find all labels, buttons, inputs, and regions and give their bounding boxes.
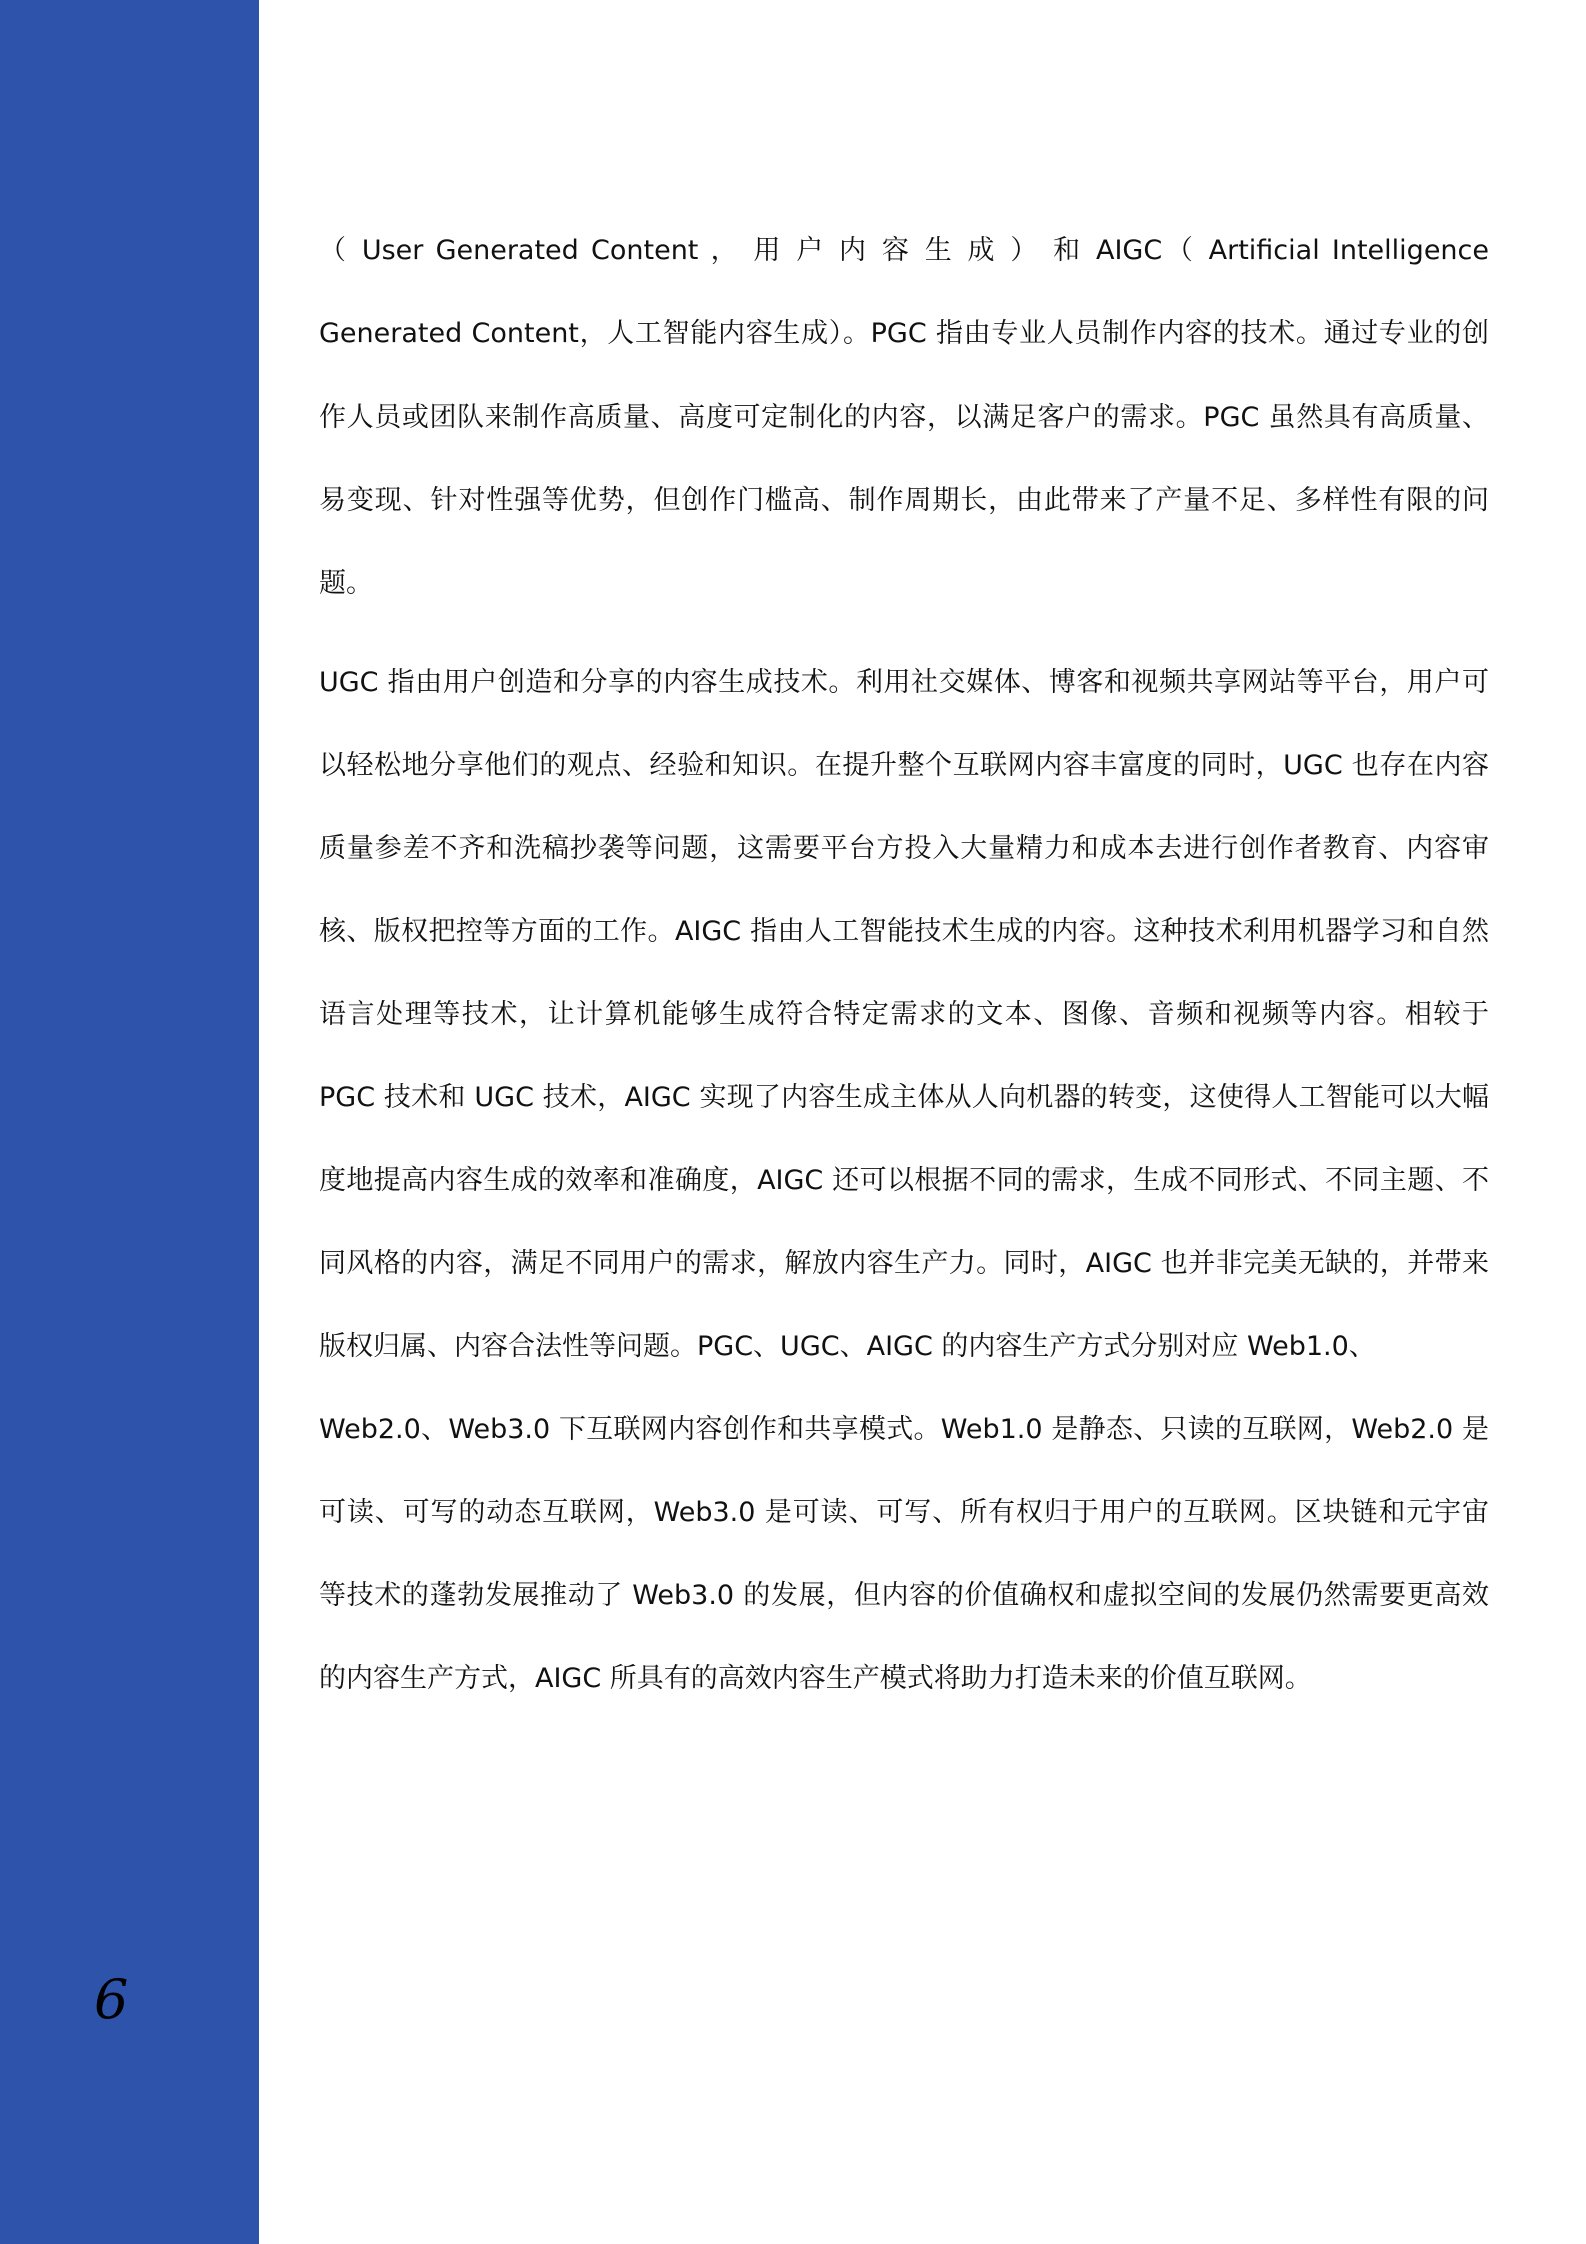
text-line: 核、版权把控等方面的工作。AIGC 指由人工智能技术生成的内容。这种技术利用机器学习和自然 xyxy=(319,916,1489,947)
text-line: 的内容生产方式，AIGC 所具有的高效内容生产模式将助力打造未来的价值互联网。 xyxy=(319,1663,1312,1694)
text-line: Generated Content，人工智能内容生成）。PGC 指由专业人员制作内容的技术。通过专业的创 xyxy=(319,318,1489,349)
text-line: PGC 技术和 UGC 技术，AIGC 实现了内容生成主体从人向机器的转变，这使得人工智能可以大幅 xyxy=(319,1082,1489,1113)
text-line: 可读、可写的动态互联网，Web3.0 是可读、可写、所有权归于用户的互联网。区块链和元宇宙 xyxy=(319,1497,1489,1528)
text-line: 以轻松地分享他们的观点、经验和知识。在提升整个互联网内容丰富度的同时，UGC 也存在内容 xyxy=(319,750,1489,781)
text-line: 同风格的内容，满足不同用户的需求，解放内容生产力。同时，AIGC 也并非完美无缺的，并带来 xyxy=(319,1248,1489,1279)
page-number: 6 xyxy=(94,1968,129,2031)
text-line: UGC 指由用户创造和分享的内容生成技术。利用社交媒体、博客和视频共享网站等平台，用户可 xyxy=(319,667,1489,698)
text-line: 题。 xyxy=(319,568,373,599)
text-line: 版权归属、内容合法性等问题。PGC、UGC、AIGC 的内容生产方式分别对应 Web1.0、 xyxy=(319,1331,1376,1362)
text-line: 度地提高内容生成的效率和准确度，AIGC 还可以根据不同的需求，生成不同形式、不同主题、不 xyxy=(319,1165,1489,1196)
text-line: 易变现、针对性强等优势，但创作门槛高、制作周期长，由此带来了产量不足、多样性有限的问 xyxy=(319,485,1489,516)
text-line: 等技术的蓬勃发展推动了 Web3.0 的发展，但内容的价值确权和虚拟空间的发展仍然需要更高效 xyxy=(319,1580,1489,1611)
text-line: Web2.0、Web3.0 下互联网内容创作和共享模式。Web1.0 是静态、只读的互联网，Web2.0 是 xyxy=(319,1414,1489,1445)
text-line: 质量参差不齐和洗稿抄袭等问题，这需要平台方投入大量精力和成本去进行创作者教育、内容审 xyxy=(319,833,1489,864)
text-line: （ User Generated Content ， 用 户 内 容 生 成 ） 和 AIGC（ Artificial Intelligence xyxy=(319,235,1489,266)
sidebar-band xyxy=(0,0,259,2244)
text-line: 作人员或团队来制作高质量、高度可定制化的内容，以满足客户的需求。PGC 虽然具有高质量、 xyxy=(319,402,1489,433)
text-line: 语言处理等技术，让计算机能够生成符合特定需求的文本、图像、音频和视频等内容。相较于 xyxy=(319,999,1489,1030)
